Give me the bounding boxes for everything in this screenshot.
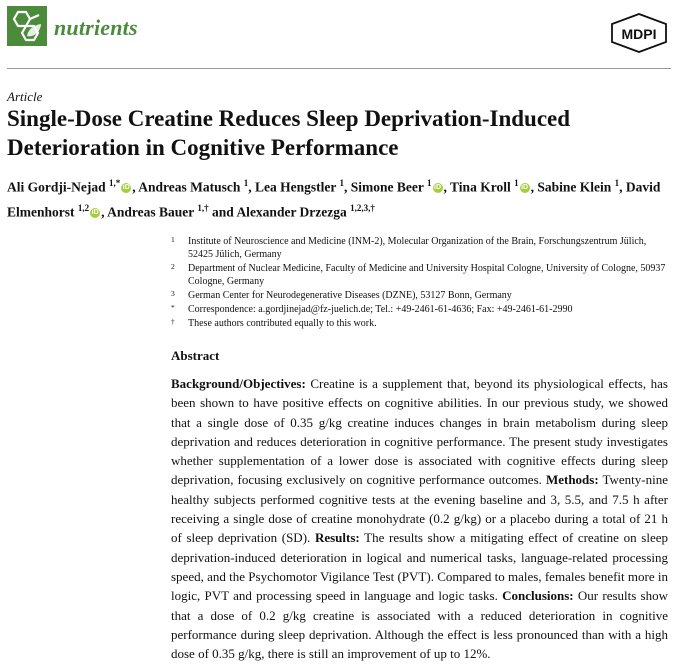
results-text: The results show a mitigating effect of creatine on sleep deprivation-induced deterioration in logical and numerical tasks, language-related processing speed, and the Psychomotor Vigilance Test (PVT). Compared to males, females benefit more in logic, PVT and processing speed in language and logic tasks. <box>171 530 669 604</box>
author-separator: , <box>619 179 626 195</box>
author-separator: , <box>101 204 108 219</box>
author-name[interactable]: Andreas Bauer <box>107 204 195 219</box>
orcid-icon[interactable]: iD <box>434 184 442 192</box>
orcid-icon[interactable]: iD <box>122 184 130 192</box>
header-divider <box>7 68 671 69</box>
background-label: Background/Objectives: <box>171 376 306 391</box>
orcid-icon[interactable]: iD <box>521 184 529 192</box>
author-name[interactable]: Alexander Drzezga <box>236 204 347 219</box>
publisher-name: MDPI <box>621 26 657 42</box>
affiliation-mark: 1 <box>171 235 175 244</box>
abstract-heading: Abstract <box>171 348 220 363</box>
conclusions-label: Conclusions: <box>502 588 574 604</box>
affiliation-text: German Center for Neurodegenerative Diseases (DZNE), 53127 Bonn, Germany <box>188 290 512 301</box>
author-affiliation-mark: 1 <box>339 178 345 188</box>
affiliation-list <box>171 235 671 331</box>
affiliation-item <box>171 235 671 261</box>
author-separator: , <box>530 179 538 195</box>
article-type: Article <box>7 89 43 104</box>
affiliation-text: These authors contributed equally to this work. <box>188 318 377 329</box>
affiliation-mark: * <box>171 303 175 312</box>
author-name[interactable]: Ali Gordji-Nejad <box>7 179 106 195</box>
affiliation-item <box>171 262 671 288</box>
affiliation-mark: 3 <box>171 289 175 298</box>
author-affiliation-mark: 1 <box>614 178 620 188</box>
methods-label: Methods: <box>545 472 599 488</box>
author-separator: , <box>443 179 451 195</box>
author-affiliation-mark: 1,* <box>109 178 121 188</box>
affiliation-item <box>171 317 671 330</box>
author-name[interactable]: Andreas Matusch <box>138 179 241 195</box>
affiliation-item <box>171 303 671 316</box>
author-affiliation-mark: 1,2 <box>77 202 90 213</box>
abstract-body <box>171 374 668 663</box>
affiliation-mark: 2 <box>171 262 175 271</box>
author-name[interactable]: Lea Hengstler <box>255 179 337 195</box>
conclusions-text: Our results show that a dose of 0.2 g/kg creatine is associated with a reduced deterioration in cognitive performance during sleep deprivation. Although the effect is less pronounced than with a high dose of 0.35 g/kg, there is still an improvement of up to 12%. <box>171 588 668 662</box>
author-name[interactable]: David Elmenhorst <box>7 179 661 219</box>
methods-text: Twenty-nine healthy subjects performed cognitive tests at the evening baseline and 3, 5.5, and 7.5 h after receiving a single dose of creatine monohydrate (0.2 g/kg) or a placebo during a total of 21 h of sleep deprivation (SD). <box>171 472 669 546</box>
orcid-icon[interactable]: iD <box>91 208 99 216</box>
author-separator: , <box>248 179 256 195</box>
author-affiliation-mark: 1 <box>427 178 432 188</box>
journal-name[interactable]: nutrients <box>54 15 138 40</box>
article-title: Single-Dose Creatine Reduces Sleep Deprivation-Induced Deterioration in Cognitive Performance <box>7 106 571 160</box>
author-affiliation-mark: 1,2,3,† <box>350 202 375 213</box>
journal-logo <box>7 6 47 46</box>
background-text: Creatine is a supplement that, beyond its physiological effects, has been shown to have positive effects on cognitive abilities. In our previous study, we showed that a single dose of 0.35 g/kg creatine induces changes in brain metabolism during sleep deprivation and reduces deterioration in cognitive performance. The present study investigates whether supplementation of a lower dose is associated with cognitive effects during sleep deprivation, focusing exclusively on cognitive performance outcomes. <box>171 376 668 488</box>
results-label: Results: <box>314 530 360 546</box>
affiliation-text: Institute of Neuroscience and Medicine (INM-2), Molecular Organization of the Brain, Forschungszentrum Jülich, 52425 Jülich, Germany <box>188 236 647 260</box>
affiliation-mark: † <box>171 317 175 326</box>
author-name[interactable]: Tina Kroll <box>450 179 511 195</box>
leaf-molecule-icon <box>7 6 47 46</box>
author-list <box>7 173 667 222</box>
author-separator: and <box>208 204 237 219</box>
author-affiliation-mark: 1 <box>243 178 249 188</box>
author-separator: , <box>132 179 139 195</box>
author-separator: , <box>344 179 351 195</box>
affiliation-text: Department of Nuclear Medicine, Faculty of Medicine and University Hospital Cologne, University of Cologne, 50937 Cologne, Germany <box>188 263 666 287</box>
affiliation-item <box>171 289 671 302</box>
publisher-logo[interactable] <box>610 13 668 53</box>
author-name[interactable]: Sabine Klein <box>537 179 612 195</box>
affiliation-text: Correspondence: a.gordjinejad@fz-juelich.de; Tel.: +49-2461-61-4636; Fax: +49-2461-61-2990 <box>188 304 573 315</box>
author-name[interactable]: Simone Beer <box>350 179 424 195</box>
author-affiliation-mark: 1 <box>514 178 519 188</box>
author-affiliation-mark: 1,† <box>197 202 209 213</box>
